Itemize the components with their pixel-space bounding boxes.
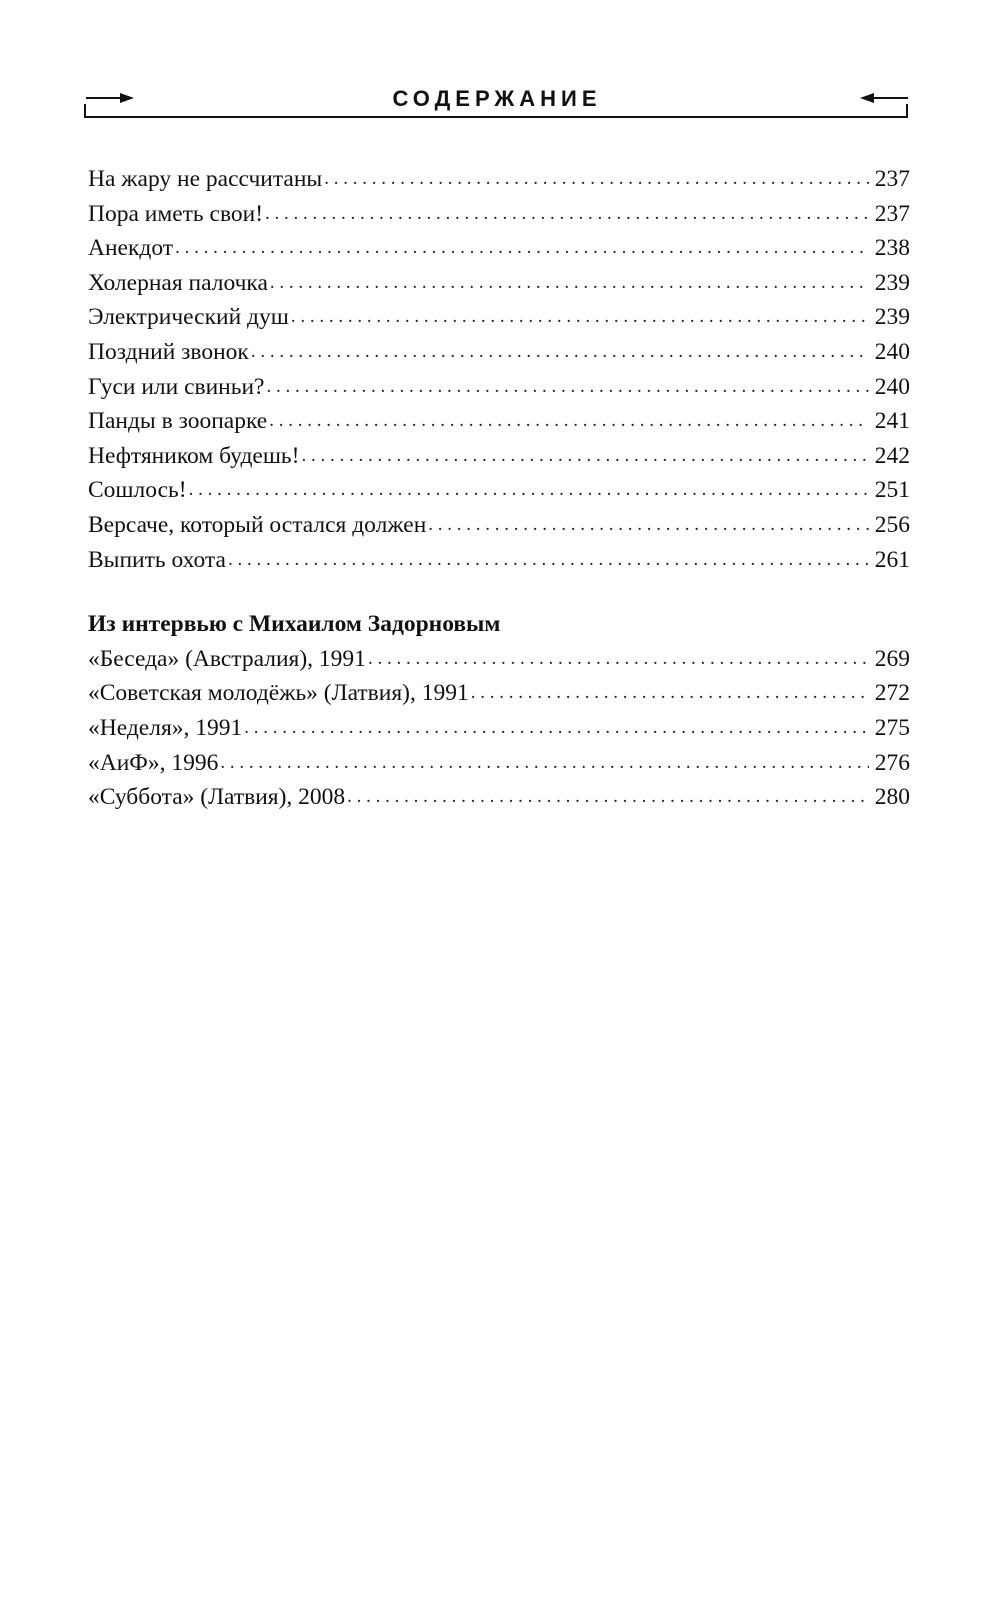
toc-entry-page: 241 (874, 408, 910, 435)
toc-entry-title: «Беседа» (Австралия), 1991 (88, 645, 366, 672)
toc-entry-page: 256 (874, 511, 910, 538)
toc-leader-dots (265, 197, 869, 232)
toc-entry[interactable] (88, 335, 910, 370)
toc-leader-dots (291, 300, 869, 335)
toc-leader-dots (347, 780, 869, 815)
toc-entry-title: Поздний звонок (88, 338, 249, 365)
toc-leader-dots (189, 473, 869, 508)
toc-leader-dots (471, 676, 869, 711)
toc-entry[interactable] (88, 300, 910, 335)
toc-entry-title: Электрический душ (88, 304, 289, 331)
toc-leader-dots (228, 543, 869, 578)
toc-leader-dots (175, 231, 869, 266)
toc-leader-dots (269, 404, 869, 439)
toc-entry-title: «Неделя», 1991 (88, 714, 243, 741)
toc-entry[interactable] (88, 404, 910, 439)
toc-leader-dots (428, 508, 868, 543)
toc-leader-dots (244, 711, 868, 746)
toc-leader-dots (251, 335, 869, 370)
toc-entry[interactable] (88, 780, 910, 815)
toc-entry-page: 251 (874, 477, 910, 504)
toc-entry[interactable] (88, 676, 910, 711)
toc-entry-page: 240 (874, 373, 910, 400)
toc-entry[interactable] (88, 231, 910, 266)
toc-entry[interactable] (88, 266, 910, 301)
toc-entry-page: 275 (874, 714, 910, 741)
toc-entry[interactable] (88, 642, 910, 677)
toc-entry[interactable] (88, 370, 910, 405)
toc-entry-title: Версаче, который остался должен (88, 511, 427, 538)
page-title: СОДЕРЖАНИЕ (392, 86, 602, 111)
toc-entry-page: 242 (874, 442, 910, 469)
toc-leader-dots (368, 642, 869, 677)
toc-entry-title: Холерная палочка (88, 269, 268, 296)
toc-section-heading: Из интервью с Михаилом Задорновым (88, 611, 501, 638)
toc-entry-page: 237 (874, 166, 910, 192)
toc-entry-page: 269 (874, 645, 910, 672)
table-of-contents (88, 162, 910, 815)
toc-entry-page: 272 (874, 680, 910, 707)
toc-entry[interactable] (88, 508, 910, 543)
toc-entry[interactable] (88, 746, 910, 781)
toc-leader-dots (324, 162, 869, 197)
toc-entry-page: 238 (874, 235, 910, 262)
toc-leader-dots (266, 370, 868, 405)
toc-entry-title: «Советская молодёжь» (Латвия), 1991 (88, 680, 469, 707)
toc-leader-dots (270, 266, 869, 301)
toc-entry-title: Сошлось! (88, 477, 187, 504)
toc-entry[interactable] (88, 197, 910, 232)
toc-entry-title: Нефтяником будешь! (88, 442, 300, 469)
toc-entry-title: Анекдот (88, 235, 174, 262)
toc-leader-dots (301, 439, 868, 474)
toc-entry-page: 280 (874, 784, 910, 811)
toc-leader-dots (220, 746, 868, 781)
toc-entry-page: 276 (874, 749, 910, 776)
toc-entry[interactable] (88, 711, 910, 746)
toc-entry-page: 239 (874, 304, 910, 331)
toc-entry-title: Выпить охота (88, 546, 226, 573)
toc-entry-title: На жару не рассчитаны (88, 166, 323, 192)
toc-entry-title: «АиФ», 1996 (88, 749, 219, 776)
toc-entry-title: Гуси или свиньи? (88, 373, 265, 400)
toc-entry-title: «Суббота» (Латвия), 2008 (88, 784, 346, 811)
toc-entry-page: 261 (874, 546, 910, 573)
toc-entry-title: Пора иметь свои! (88, 200, 264, 227)
running-header (84, 80, 910, 124)
toc-entry-page: 240 (874, 338, 910, 365)
toc-entry[interactable] (88, 543, 910, 578)
toc-entry[interactable] (88, 473, 910, 508)
toc-entry[interactable] (88, 439, 910, 474)
toc-entry-page: 239 (874, 269, 910, 296)
toc-entry-title: Панды в зоопарке (88, 408, 268, 435)
toc-entry[interactable] (88, 162, 910, 197)
toc-entry-page: 237 (874, 200, 910, 227)
